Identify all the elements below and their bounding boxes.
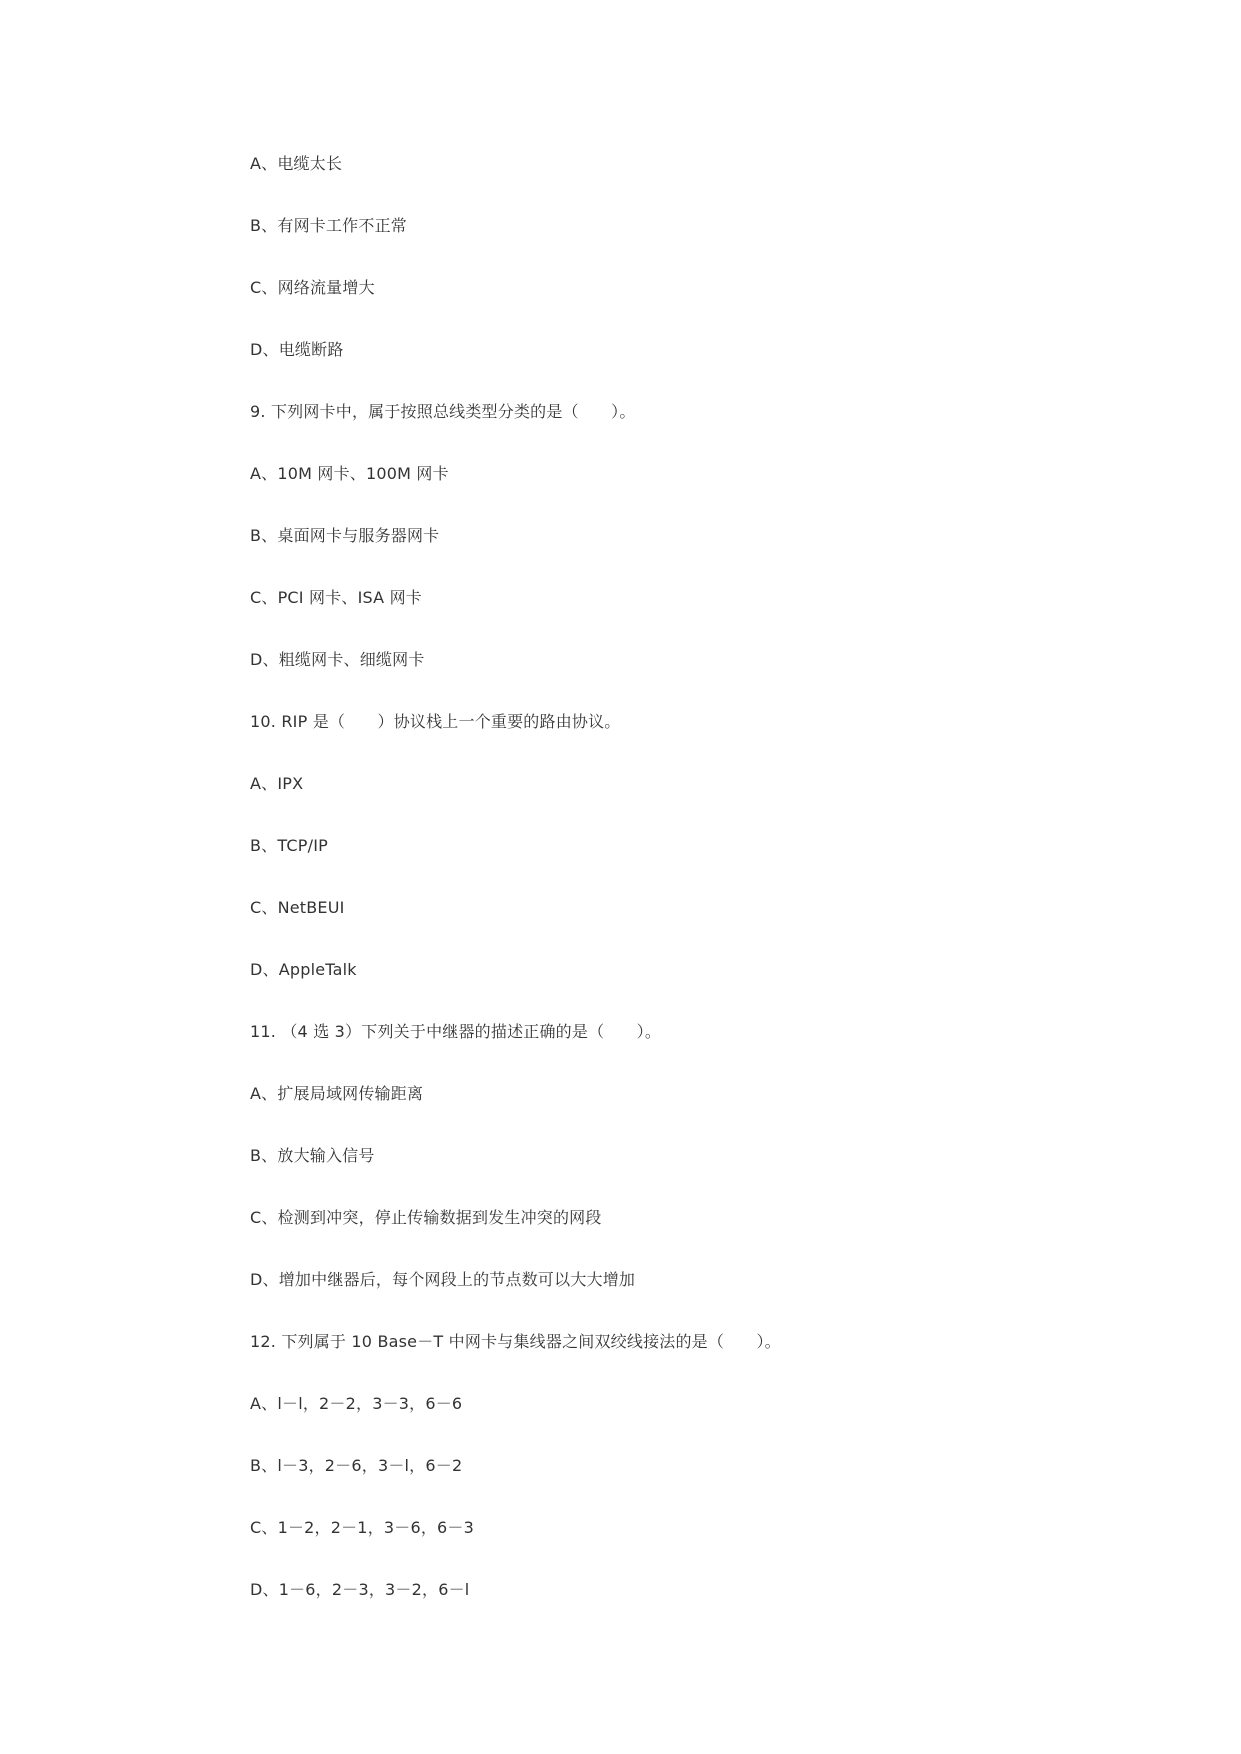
option-line: B、TCP/IP [250,836,328,855]
option-line: D、粗缆网卡、细缆网卡 [250,650,425,669]
option-line: C、NetBEUI [250,898,345,917]
question-line: 12. 下列属于 10 Base－T 中网卡与集线器之间双绞线接法的是（ ）。 [250,1332,781,1351]
option-line: B、有网卡工作不正常 [250,216,407,235]
option-line: A、电缆太长 [250,154,343,173]
option-line: C、检测到冲突，停止传输数据到发生冲突的网段 [250,1208,602,1227]
option-line: A、IPX [250,774,304,793]
option-line: B、放大输入信号 [250,1146,375,1165]
question-list [250,152,1150,1640]
option-line: D、电缆断路 [250,340,344,359]
option-line: A、扩展局域网传输距离 [250,1084,424,1103]
question-line: 9. 下列网卡中，属于按照总线类型分类的是（ ）。 [250,402,636,421]
option-line: B、l－3，2－6，3－l，6－2 [250,1456,463,1475]
option-line: A、10M 网卡、100M 网卡 [250,464,449,483]
question-line: 11. （4 选 3）下列关于中继器的描述正确的是（ ）。 [250,1022,662,1041]
option-line: D、增加中继器后，每个网段上的节点数可以大大增加 [250,1270,636,1289]
option-line: C、网络流量增大 [250,278,375,297]
option-line: A、l－l，2－2，3－3，6－6 [250,1394,463,1413]
option-line: D、AppleTalk [250,960,357,979]
question-line: 10. RIP 是（ ）协议栈上一个重要的路由协议。 [250,712,621,731]
option-line: C、1－2，2－1，3－6，6－3 [250,1518,475,1537]
option-line: D、1－6，2－3，3－2，6－l [250,1580,470,1599]
option-line: B、桌面网卡与服务器网卡 [250,526,440,545]
option-line: C、PCI 网卡、ISA 网卡 [250,588,423,607]
